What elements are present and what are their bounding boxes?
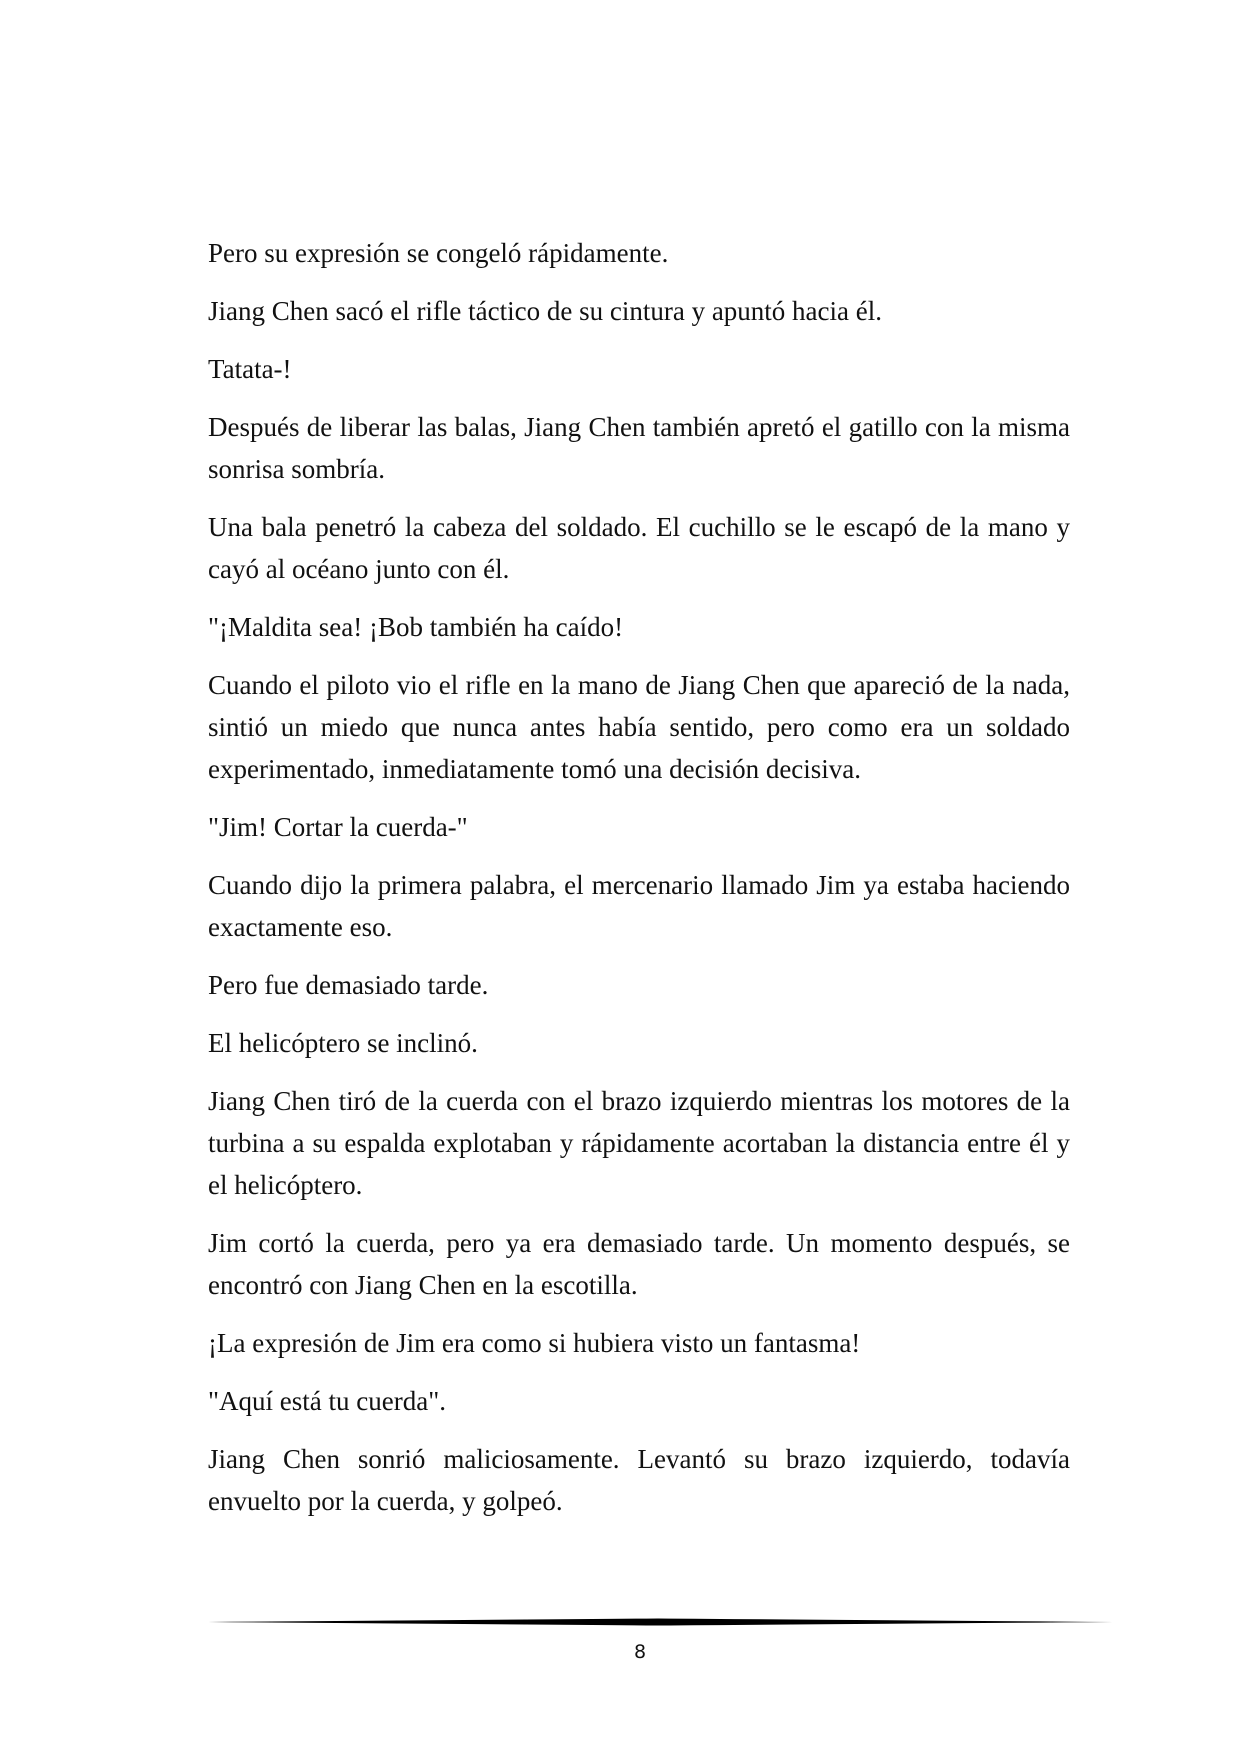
paragraph: Cuando dijo la primera palabra, el mercenario llamado Jim ya estaba haciendo exactamente eso. [208,870,1070,942]
paragraph: "Jim! Cortar la cuerda-" [208,812,468,842]
paragraph: Jiang Chen sonrió maliciosamente. Levantó su brazo izquierdo, todavía envuelto por la cuerda, y golpeó. [208,1444,1070,1516]
paragraph: Jim cortó la cuerda, pero ya era demasiado tarde. Un momento después, se encontró con Jiang Chen en la escotilla. [208,1228,1070,1300]
paragraph: Después de liberar las balas, Jiang Chen también apretó el gatillo con la misma sonrisa sombría. [208,412,1070,484]
footer-divider [208,1616,1113,1628]
paragraph: Jiang Chen tiró de la cuerda con el brazo izquierdo mientras los motores de la turbina a su espalda explotaban y rápidamente acortaban la distancia entre él y el helicóptero. [208,1086,1070,1200]
paragraph: Pero su expresión se congeló rápidamente. [208,238,669,268]
body-text [208,232,1070,1538]
paragraph: "Aquí está tu cuerda". [208,1386,446,1416]
paragraph: Cuando el piloto vio el rifle en la mano de Jiang Chen que apareció de la nada, sintió un miedo que nunca antes había sentido, pero como era un soldado experimentado, inmediatamente tomó una decisión decisiva. [208,670,1070,784]
paragraph: Tatata-! [208,354,292,384]
paragraph: ¡La expresión de Jim era como si hubiera visto un fantasma! [208,1328,861,1358]
page-number: 8 [633,1641,647,1663]
paragraph: Jiang Chen sacó el rifle táctico de su cintura y apuntó hacia él. [208,296,882,326]
paragraph: El helicóptero se inclinó. [208,1028,478,1058]
paragraph: Una bala penetró la cabeza del soldado. El cuchillo se le escapó de la mano y cayó al océano junto con él. [208,512,1070,584]
paragraph: "¡Maldita sea! ¡Bob también ha caído! [208,612,624,642]
paragraph: Pero fue demasiado tarde. [208,970,489,1000]
